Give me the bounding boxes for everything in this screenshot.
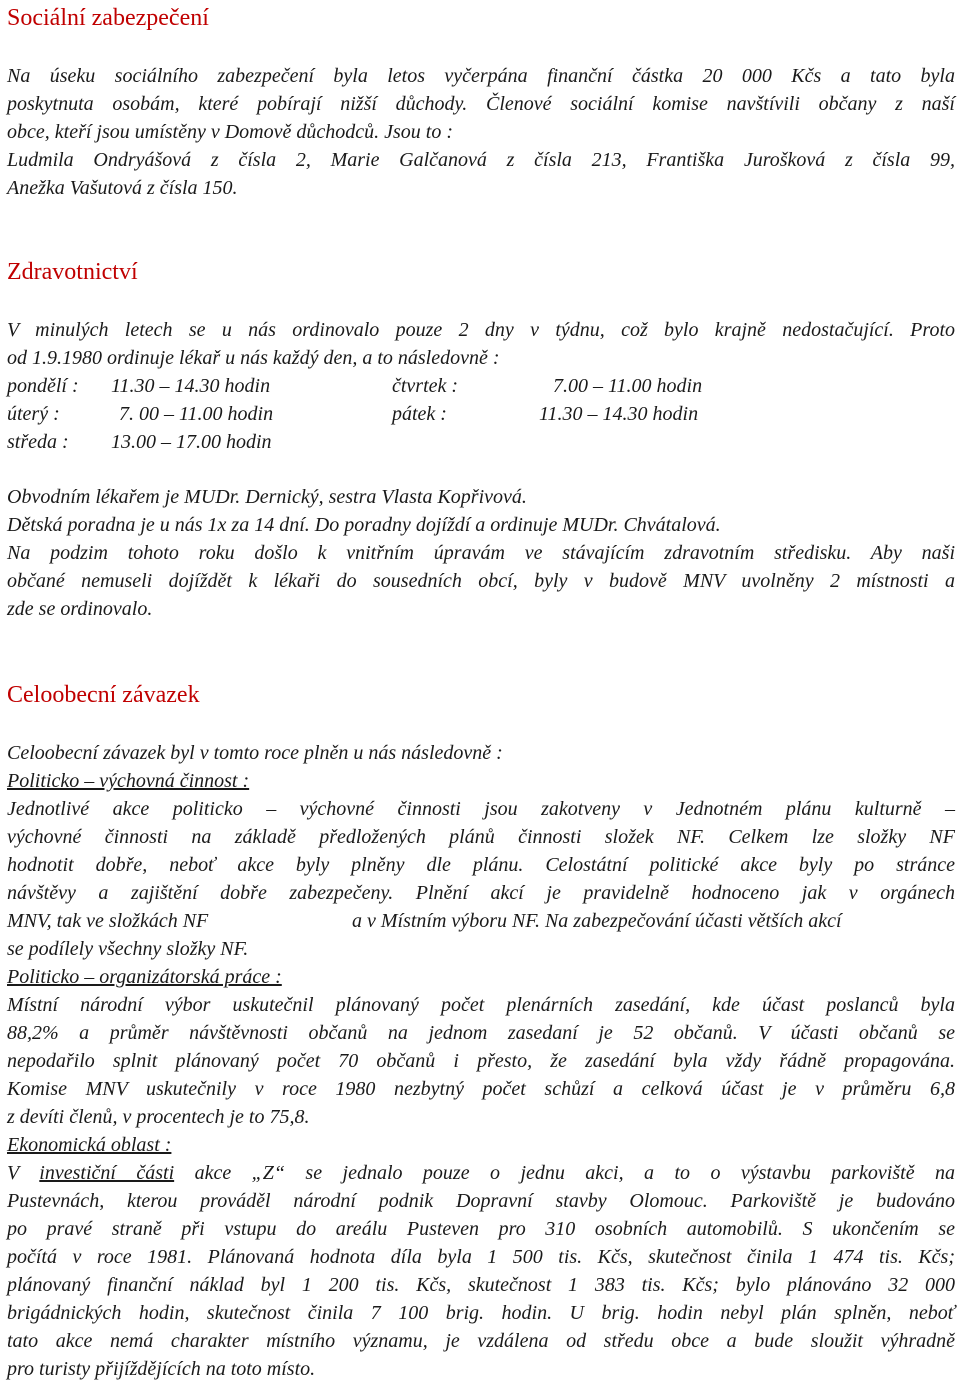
subheading-political-organization: Politicko – organizátorská práce : <box>7 966 282 988</box>
health-notes <box>7 483 955 623</box>
schedule-time: 13.00 – 17.00 hodin <box>111 431 272 453</box>
commitment-line: po pravé straně při vstupu do areálu Pusteven pro 310 osobních automobilů. S ukončením se <box>7 1218 955 1240</box>
social-line: poskytnuta osobám, které pobírají nižší důchody. Členové sociální komise navštívili občany z naší <box>7 93 955 115</box>
commitment-fragment: V <box>7 1162 19 1184</box>
office-hours-schedule <box>7 372 955 456</box>
commitment-line: hodnotit dobře, neboť akce byly plněny dle plánu. Celostátní politické akce byly po stránce <box>7 854 955 876</box>
heading-social-security: Sociální zabezpečení <box>7 5 209 31</box>
commitment-line: 88,2% a průměr návštěvnosti občanů na jednom zasedaní je 52 občanů. V účasti občanů se <box>7 1022 955 1044</box>
social-line: obce, kteří jsou umístěny v Domově důchodců. Jsou to : <box>7 121 453 143</box>
health-line: občané nemuseli dojíždět k lékaři do sousedních obcí, byly v budově MNV uvolněny 2 místnosti a <box>7 570 955 592</box>
health-line: zde se ordinovalo. <box>7 598 153 620</box>
heading-health-care: Zdravotnictví <box>7 259 138 285</box>
commitment-line: Komise MNV uskutečnily v roce 1980 nezbytný počet schůzí a celková účast je v průměru 6,8 <box>7 1078 955 1100</box>
commitment-line: Jednotlivé akce politicko – výchovné činnosti jsou zakotveny v Jednotném plánu kulturně – <box>7 798 955 820</box>
schedule-day: pondělí : <box>7 375 79 397</box>
schedule-row <box>7 428 955 456</box>
commitment-line: pro turisty přijíždějících na toto místo. <box>7 1358 316 1380</box>
heading-municipal-commitment: Celoobecní závazek <box>7 682 200 708</box>
commitment-line: se podílely všechny složky NF. <box>7 938 249 960</box>
schedule-time: 11.30 – 14.30 hodin <box>111 375 271 397</box>
subheading-political-education: Politicko – výchovná činnost : <box>7 770 250 792</box>
social-line: Anežka Vašutová z čísla 150. <box>7 177 238 199</box>
schedule-day: čtvrtek : <box>392 375 459 397</box>
commitment-line: tato akce nemá charakter místního významu, je vzdálena od středu obce a bude sloužit výhradně <box>7 1330 955 1352</box>
commitment-line: počítá v roce 1981. Plánovaná hodnota díla byla 1 500 tis. Kčs, skutečnost činila 1 474 tis. Kčs; <box>7 1246 955 1268</box>
schedule-time: 11.30 – 14.30 hodin <box>539 403 699 425</box>
commitment-line: plánovaný finanční náklad byl 1 200 tis. Kčs, skutečnost 1 383 tis. Kčs; bylo plánováno 32 000 <box>7 1274 955 1296</box>
schedule-time: 7. 00 – 11.00 hodin <box>119 403 274 425</box>
schedule-row <box>7 400 955 428</box>
schedule-day: středa : <box>7 431 69 453</box>
schedule-day: úterý : <box>7 403 60 425</box>
investment-part-term: investiční části <box>39 1162 175 1184</box>
schedule-time: 7.00 – 11.00 hodin <box>553 375 703 397</box>
commitment-line <box>7 1159 955 1187</box>
commitment-line: z devíti členů, v procentech je to 75,8. <box>7 1106 310 1128</box>
commitment-fragment: a v Místním výboru NF. Na zabezpečování účasti větších akcí <box>352 910 842 932</box>
commitment-line <box>7 907 955 935</box>
commitment-line: výchovné činnosti na základě předložených plánů činnosti složek NF. Celkem lze složky NF <box>7 826 955 848</box>
commitment-line: Místní národní výbor uskutečnil plánovaný počet plenárních zasedání, kde účast poslanců byla <box>7 994 955 1016</box>
commitment-fragment: MNV, tak ve složkách NF <box>7 910 209 932</box>
social-paragraph <box>7 62 955 202</box>
social-line: Ludmila Ondryášová z čísla 2, Marie Galčanová z čísla 213, Františka Jurošková z čísla 99, <box>7 149 955 171</box>
commitment-line: návštěvy a zajištění dobře zabezpečeny. Plnění akcí je pravidelně hodnoceno jak v orgánech <box>7 882 955 904</box>
schedule-row <box>7 372 955 400</box>
health-line: Dětská poradna je u nás 1x za 14 dní. Do poradny dojíždí a ordinuje MUDr. Chvátalová. <box>7 514 721 536</box>
social-line: Na úseku sociálního zabezpečení byla letos vyčerpána finanční částka 20 000 Kčs a tato byla <box>7 65 955 87</box>
commitment-line: brigádnických hodin, skutečnost činila 7 100 brig. hodin. U brig. hodin nebyl plán splněn, neboť <box>7 1302 955 1324</box>
commitment-section <box>7 739 955 1383</box>
health-line: od 1.9.1980 ordinuje lékař u nás každý den, a to následovně : <box>7 347 500 369</box>
health-line: Na podzim tohoto roku došlo k vnitřním úpravám ve stávajícím zdravotním středisku. Aby naši <box>7 542 955 564</box>
health-intro <box>7 316 955 372</box>
commitment-fragment: akce „Z“ se jednalo pouze o jednu akci, a to o výstavbu parkoviště na <box>194 1162 956 1184</box>
commitment-line: nepodařilo splnit plánovaný počet 70 občanů i přesto, že zasedání byla vždy řádně propagována. <box>7 1050 955 1072</box>
health-line: V minulých letech se u nás ordinovalo pouze 2 dny v týdnu, což bylo krajně nedostačující. Proto <box>7 319 955 341</box>
commitment-intro: Celoobecní závazek byl v tomto roce plněn u nás následovně : <box>7 742 503 764</box>
commitment-line: Pustevnách, kterou prováděl národní podnik Dopravní stavby Olomouc. Parkoviště je budováno <box>7 1190 955 1212</box>
health-line: Obvodním lékařem je MUDr. Dernický, sestra Vlasta Kopřivová. <box>7 486 527 508</box>
subheading-economic: Ekonomická oblast : <box>7 1134 172 1156</box>
schedule-day: pátek : <box>392 403 447 425</box>
